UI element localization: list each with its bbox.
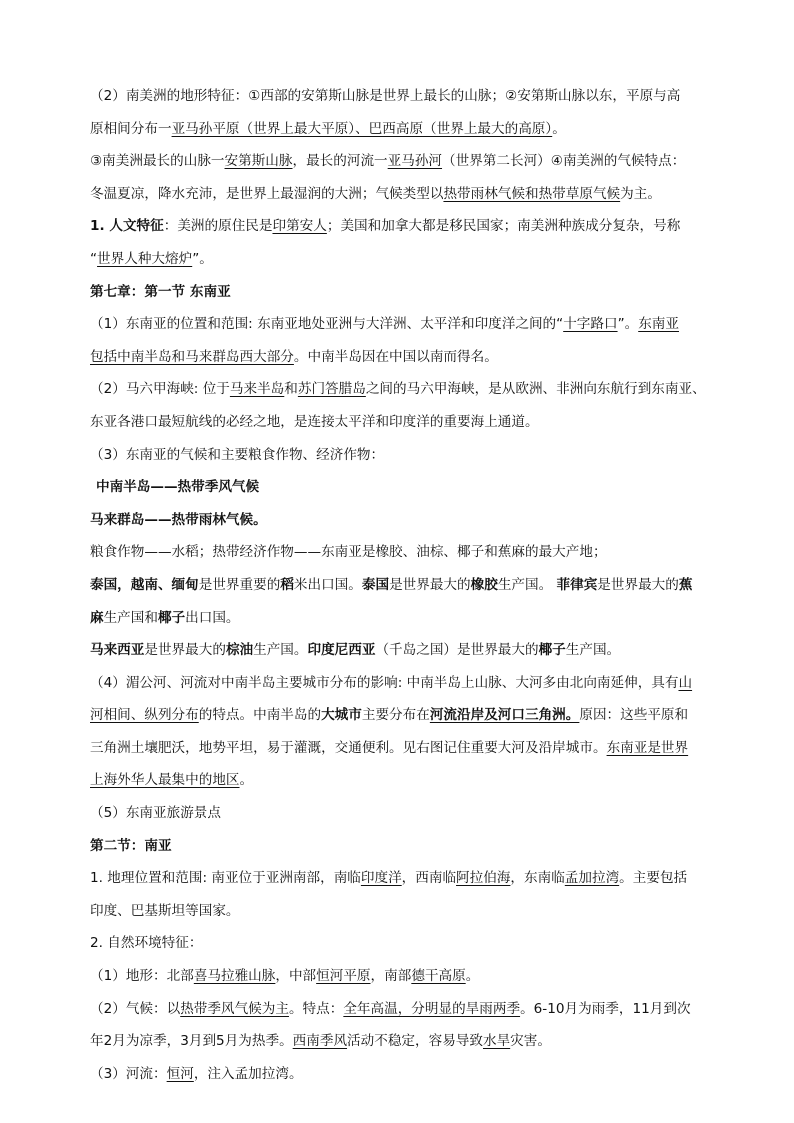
text-segment: 生产国。 — [565, 642, 621, 659]
text-segment: 第二节：南亚 — [90, 837, 172, 854]
text-line — [90, 145, 710, 178]
text-segment: 的特点。中南半岛的 — [198, 707, 322, 724]
text-line — [90, 797, 710, 830]
text-line — [90, 732, 710, 765]
text-segment: 1. 人文特征 — [90, 218, 164, 235]
text-segment: 山 — [678, 674, 693, 691]
text-segment: ，注入孟加拉湾。 — [193, 1065, 303, 1082]
text-segment: 河流沿岸及河口三角洲。 — [429, 707, 580, 724]
text-segment: （千岛之国）是世界最大的 — [375, 642, 539, 659]
text-line — [90, 699, 710, 732]
text-segment: 泰国 — [361, 576, 390, 593]
text-line — [90, 927, 710, 960]
text-segment: 孟加拉湾 — [564, 870, 620, 887]
text-segment: 恒河平原 — [316, 968, 371, 985]
text-segment: ”。 — [192, 250, 213, 267]
text-line — [90, 764, 710, 797]
text-segment: 原因：这些平原和 — [579, 707, 689, 724]
text-segment: （世界第二长河）④南美洲的气候特点： — [442, 153, 686, 170]
text-segment: （2）南美洲的地形特征：①西部的安第斯山脉是世界上最长的山脉；②安第斯山脉以东，平原与高 — [90, 88, 681, 104]
text-segment: 马来西亚 — [90, 642, 145, 659]
text-segment: 生产国。 — [253, 642, 308, 659]
text-segment: 麻 — [90, 609, 104, 626]
text-line — [90, 471, 710, 504]
text-segment: 主要分布在 — [361, 707, 430, 724]
text-line — [90, 406, 710, 439]
text-segment: 东南亚是世界 — [606, 739, 689, 756]
text-segment: 西南季风 — [292, 1033, 348, 1050]
text-segment: 印第安人 — [272, 218, 327, 235]
text-segment: 。 — [465, 968, 480, 985]
text-segment: 生产国。 — [497, 576, 557, 593]
text-segment: 椰子 — [157, 609, 186, 626]
text-segment: ，最长的河流一 — [292, 153, 388, 170]
text-segment: 第七章：第一节 东南亚 — [90, 283, 231, 300]
text-segment: 热带季风气候为主 — [180, 1000, 289, 1017]
text-line — [90, 960, 710, 993]
text-segment: 是世界重要的 — [198, 576, 281, 593]
text-line — [90, 113, 710, 146]
text-segment: 活动不稳定，容易导致 — [347, 1033, 483, 1050]
text-segment: 原相间分布一 — [90, 120, 172, 137]
text-segment: 生产国和 — [103, 609, 158, 626]
text-line — [90, 276, 710, 309]
text-line — [90, 341, 710, 374]
text-segment: 年2月为凉季，3月到5月为热季。 — [90, 1033, 293, 1050]
text-segment: 十字路口 — [563, 316, 618, 333]
text-segment: ，东南临 — [510, 870, 565, 887]
text-segment: ，南部 — [370, 968, 412, 985]
text-segment: ；美国和加拿大都是移民国家；南美洲种族成分复杂，号称 — [326, 218, 681, 235]
text-segment: 印度洋 — [360, 870, 402, 887]
text-segment: 印度尼西亚 — [307, 642, 376, 659]
text-line — [90, 1058, 710, 1091]
text-line — [90, 667, 710, 700]
text-segment: 。 — [552, 120, 566, 137]
text-line — [90, 243, 710, 276]
text-segment: “ — [90, 250, 98, 267]
text-segment: 是世界最大的 — [597, 576, 679, 593]
text-segment: 水旱 — [482, 1033, 511, 1050]
text-segment: 马来群岛——热带雨林气候。 — [90, 511, 267, 528]
text-segment: （4）湄公河、河流对中南半岛主要城市分布的影响: 中南半岛上山脉、大河多由北向南延伸，具有 — [90, 674, 679, 691]
text-line — [90, 895, 710, 928]
text-segment: 之间的马六甲海峡，是从欧洲、非洲向东航行到东南亚、 — [365, 381, 706, 398]
text-line — [90, 634, 710, 667]
text-line — [90, 569, 710, 602]
text-line — [90, 178, 710, 211]
text-segment: 苏门答腊岛 — [297, 381, 366, 398]
text-segment: ③南美洲最长的山脉一 — [90, 153, 225, 170]
text-segment: 河相间、纵列分布 — [90, 707, 199, 724]
text-line — [90, 602, 710, 635]
text-segment: 橡胶 — [470, 576, 498, 593]
text-segment: 2. 自然环境特征： — [90, 935, 203, 952]
document-body — [90, 80, 710, 1090]
text-line — [90, 993, 710, 1026]
text-segment: 。 — [239, 772, 254, 789]
text-segment: 。6-10月为雨季，11月到次 — [520, 1000, 691, 1017]
text-segment: 冬温夏凉，降水充沛，是世界上最湿润的大洲；气候类型以 — [90, 185, 444, 202]
text-segment: （2）气候：以 — [90, 1000, 181, 1017]
text-segment: 阿拉伯海 — [456, 870, 511, 887]
text-segment: 亚马孙平原（世界上最大平原）、巴西高原（世界上最大的高原） — [171, 120, 553, 137]
text-segment: 世界人种大熔炉 — [97, 250, 193, 267]
text-segment: ，中部 — [275, 968, 317, 985]
text-segment: 三角洲土壤肥沃，地势平坦，易于灌溉，交通便利。见右图记住重要大河及沿岸城市。 — [90, 739, 607, 756]
text-line — [90, 1025, 710, 1058]
text-segment: 泰国，越南、缅甸 — [90, 576, 199, 593]
text-segment: 1. 地理位置和范围: 南亚位于亚洲南部，南临 — [90, 870, 361, 887]
text-line — [90, 439, 710, 472]
text-segment: 是世界最大的 — [144, 642, 226, 659]
text-segment: 粮食作物——水稻；热带经济作物——东南亚是橡胶、油棕、椰子和蕉麻的最大产地； — [90, 544, 607, 561]
text-segment: 上海外华人最集中的地区 — [90, 772, 240, 789]
text-segment: 喜马拉雅山脉 — [193, 968, 276, 985]
text-segment: 印度、巴基斯坦等国家。 — [90, 902, 240, 919]
text-segment: 东亚各港口最短航线的必经之地，是连接太平洋和印度洋的重要海上通道。 — [90, 413, 539, 430]
text-segment: 亚马孙河 — [387, 153, 443, 170]
text-segment: 中南半岛——热带季风气候 — [96, 479, 260, 496]
text-segment: 东南亚 — [638, 316, 679, 333]
text-segment: 马来半岛 — [229, 381, 285, 398]
text-segment: 棕油 — [225, 642, 254, 659]
text-segment: ”。 — [617, 316, 639, 333]
text-segment: （2）马六甲海峡: 位于 — [90, 381, 230, 398]
text-segment: 大城市 — [321, 707, 362, 724]
text-segment: ：美洲的原住民是 — [163, 218, 273, 235]
text-segment: ，西南临 — [401, 870, 457, 887]
text-segment: 灾害。 — [510, 1033, 551, 1050]
text-segment: 。主要包括 — [619, 870, 688, 887]
text-line — [90, 504, 710, 537]
text-segment: 恒河 — [166, 1065, 194, 1082]
text-segment: 。中南半岛因在中国以南而得名。 — [293, 348, 498, 365]
text-segment: 热带雨林气候和热带草原气候 — [443, 185, 621, 202]
text-segment: 米出口国。 — [293, 576, 362, 593]
text-segment: 蕉 — [678, 576, 693, 593]
text-line — [90, 210, 710, 243]
text-segment: （3）东南亚的气候和主要粮食作物、经济作物： — [90, 446, 385, 463]
text-segment: 和 — [284, 381, 298, 398]
text-segment: 安第斯山脉 — [224, 153, 293, 170]
text-line — [90, 373, 710, 406]
text-segment: （1）东南亚的位置和范围: 东南亚地处亚洲与大洋洲、太平洋和印度洋之间的“ — [90, 316, 564, 333]
text-segment: （5）东南亚旅游景点 — [90, 805, 221, 822]
text-segment: 菲律宾 — [556, 576, 598, 593]
text-segment: 为主。 — [620, 185, 661, 202]
text-segment: （3）河流： — [90, 1065, 167, 1082]
text-segment: 稻 — [280, 576, 294, 593]
text-line — [90, 536, 710, 569]
text-segment: 全年高温，分明显的旱雨两季 — [343, 1000, 521, 1017]
text-line — [90, 308, 710, 341]
text-segment: 包括中南半岛和马来群岛西大部分 — [90, 348, 294, 365]
text-line — [90, 80, 710, 113]
text-segment: 出口国。 — [185, 609, 240, 626]
text-line — [90, 830, 710, 863]
text-segment: 椰子 — [538, 642, 566, 659]
text-segment: 。特点： — [288, 1000, 344, 1017]
text-segment: 德干高原 — [411, 968, 466, 985]
text-line — [90, 862, 710, 895]
text-segment: （1）地形：北部 — [90, 968, 194, 985]
text-segment: 是世界最大的 — [389, 576, 471, 593]
